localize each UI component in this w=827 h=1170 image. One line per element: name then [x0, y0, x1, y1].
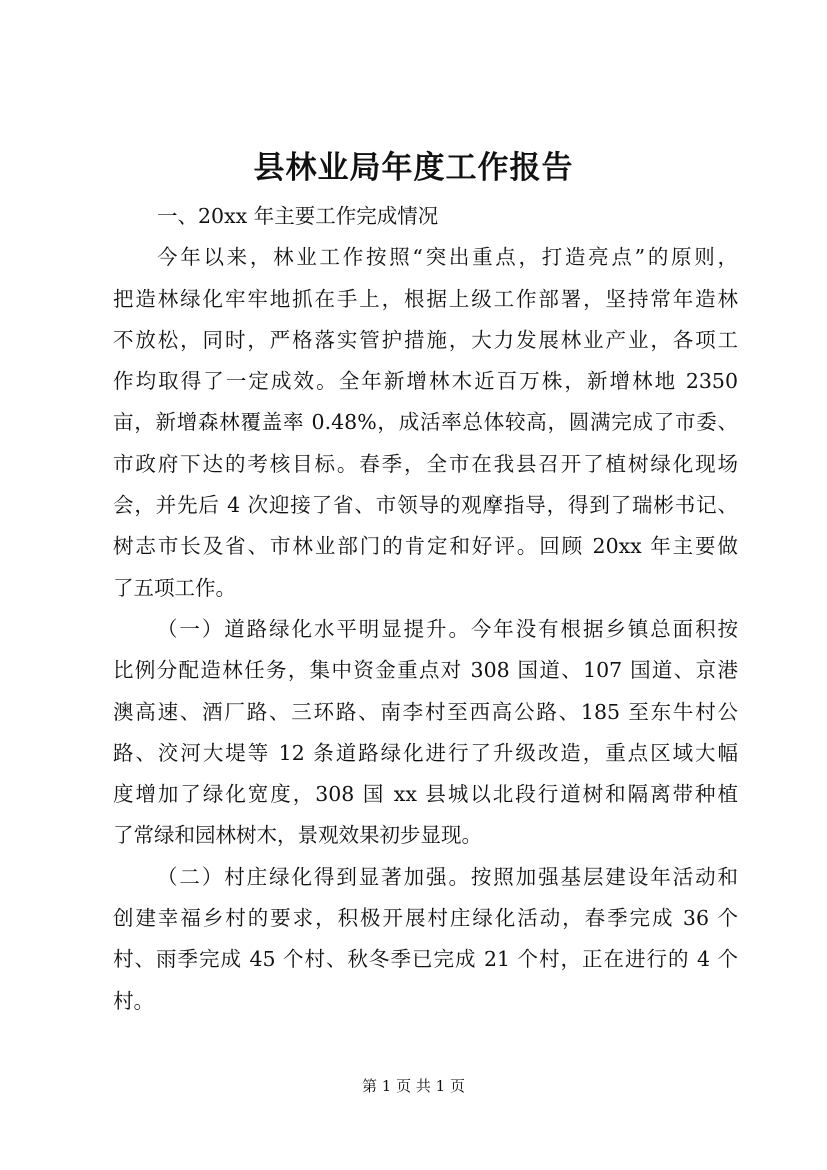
- text-line: 会，并先后 4 次迎接了省、市领导的观摩指导，得到了瑞彬书记、: [113, 493, 738, 518]
- text-line: 作均取得了一定成效。全年新增林木近百万株，新增林地 2350: [113, 369, 738, 394]
- text-line: 路、洨河大堤等 12 条道路绿化进行了升级改造，重点区域大幅: [113, 740, 738, 765]
- text-line: 树志市长及省、市林业部门的肯定和好评。回顾 20xx 年主要做: [113, 534, 738, 559]
- text-line: 创建幸福乡村的要求，积极开展村庄绿化活动，春季完成 36 个: [113, 906, 738, 931]
- page-number-footer: 第 1 页 共 1 页: [362, 1077, 465, 1095]
- paragraph-1: [113, 237, 738, 609]
- text-line: 把造林绿化牢牢地抓在手上，根据上级工作部署，坚持常年造林: [113, 286, 738, 311]
- section-heading: 一、20xx 年主要工作完成情况: [157, 204, 439, 228]
- text-line: 了常绿和园林树木，景观效果初步显现。: [113, 823, 482, 848]
- text-line: 不放松，同时，严格落实管护措施，大力发展林业产业，各项工: [113, 327, 738, 352]
- document-body: [113, 196, 738, 1022]
- document-title: 县林业局年度工作报告: [253, 150, 574, 186]
- text-line: 了五项工作。: [113, 575, 236, 600]
- text-line: 村、雨季完成 45 个村、秋冬季已完成 21 个村，正在进行的 4 个: [113, 947, 738, 972]
- text-line: 比例分配造林任务，集中资金重点对 308 国道、107 国道、京港: [113, 658, 738, 683]
- text-line: 度增加了绿化宽度，308 国 xx 县城以北段行道树和隔离带种植: [113, 782, 738, 807]
- text-line: 亩，新增森林覆盖率 0.48%，成活率总体较高，圆满完成了市委、: [113, 410, 738, 435]
- text-line: （二）村庄绿化得到显著加强。按照加强基层建设年活动和: [157, 864, 738, 889]
- paragraph-3: [113, 857, 738, 1022]
- paragraph-2: [113, 609, 738, 857]
- text-line: 今年以来，林业工作按照“突出重点，打造亮点”的原则，: [157, 245, 738, 270]
- text-line: 澳高速、酒厂路、三环路、南李村至西高公路、185 至东牛村公: [113, 699, 738, 724]
- text-line: 市政府下达的考核目标。春季，全市在我县召开了植树绿化现场: [113, 451, 738, 476]
- text-line: 村。: [113, 988, 154, 1013]
- text-line: （一）道路绿化水平明显提升。今年没有根据乡镇总面积按: [157, 616, 738, 641]
